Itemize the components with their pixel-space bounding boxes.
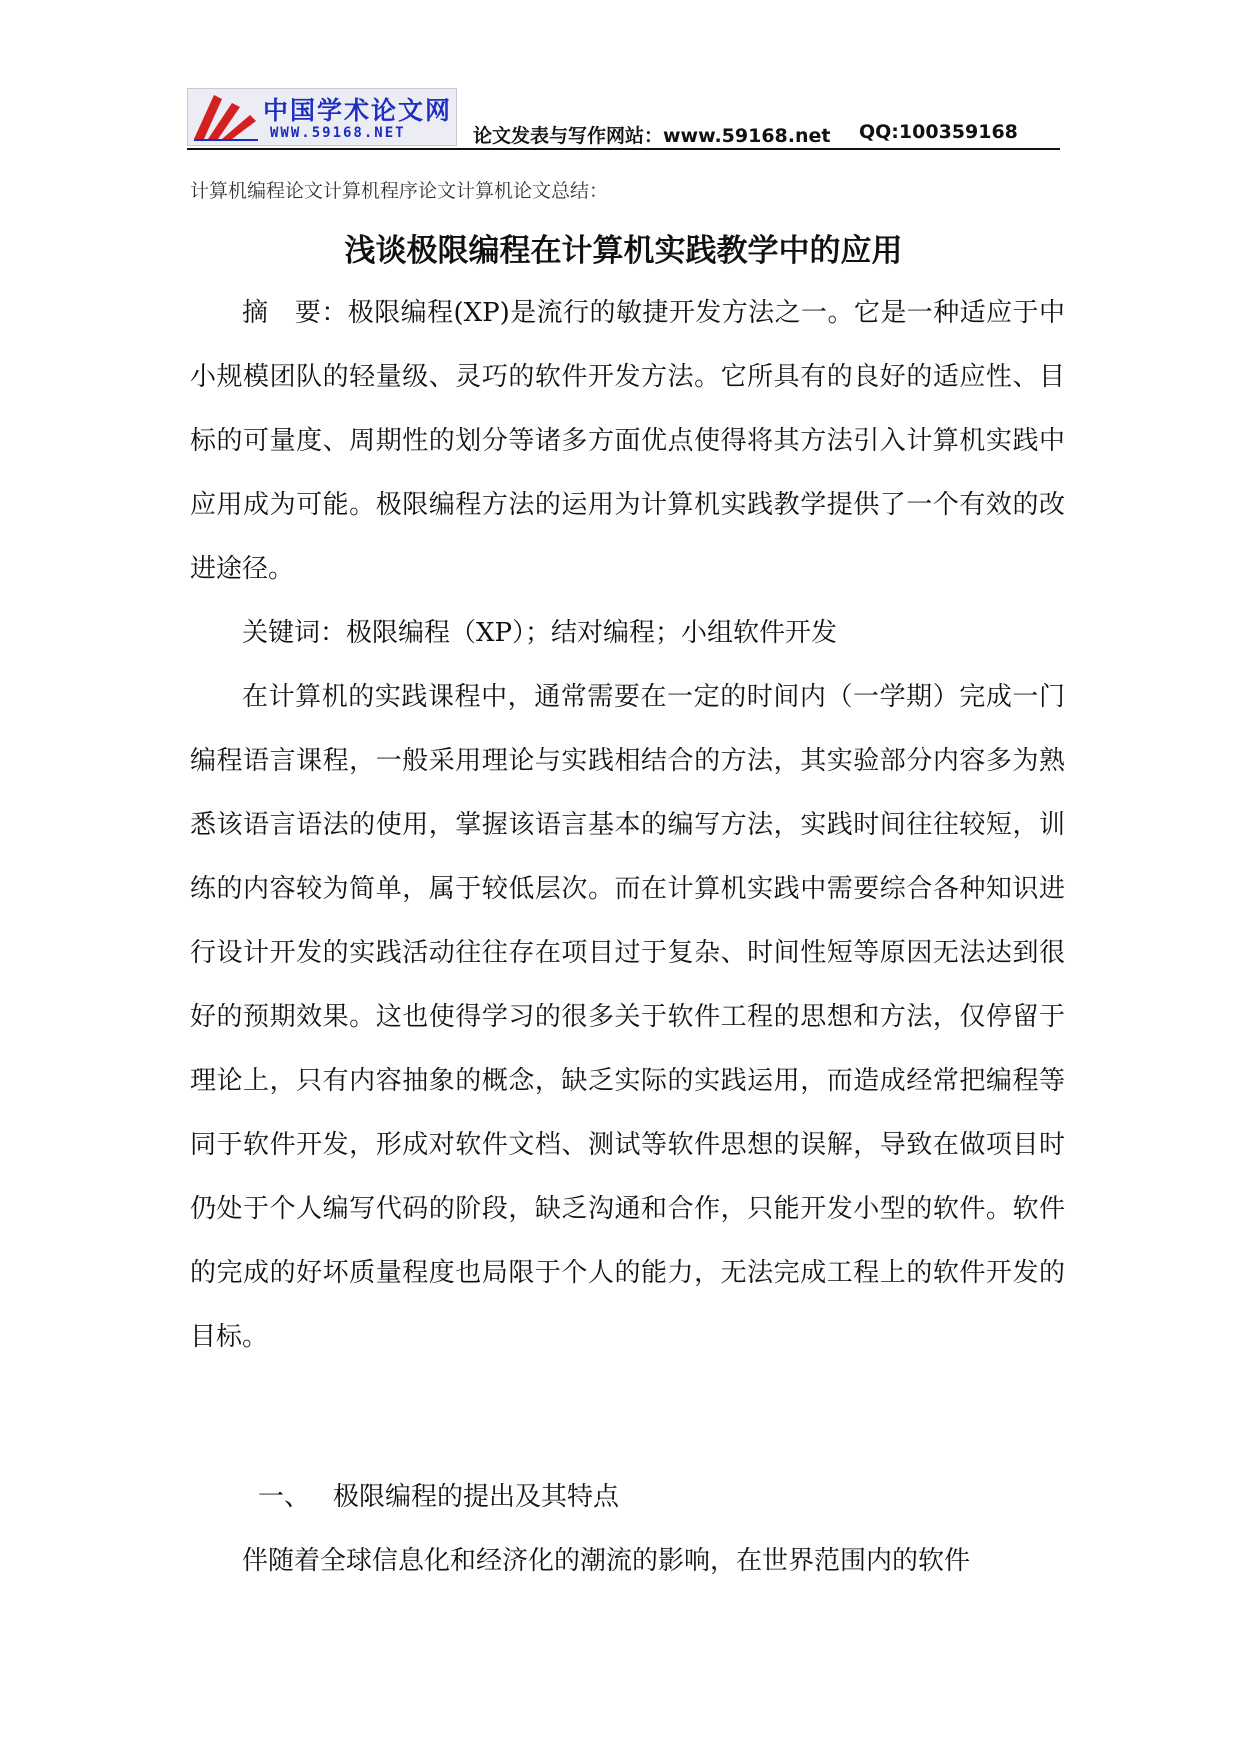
site-logo[interactable] xyxy=(187,88,457,146)
body-paragraph-2 xyxy=(190,1529,1065,1593)
logo-stripes-icon xyxy=(192,93,260,141)
section-heading-1 xyxy=(258,1465,619,1529)
paragraph-text: 在计算机的实践课程中，通常需要在一定的时间内（一学期）完成一门编程语言课程，一般采用理论与实践相结合的方法，其实验部分内容多为熟悉该语言语法的使用，掌握该语言基本的编写方法，实践时间往往较短，训练的内容较为简单，属于较低层次。而在计算机实践中需要综合各种知识进行设计开发的实践活动往往存在项目过于复杂、时间性短等原因无法达到很好的预期效果。这也使得学习的很多关于软件工程的思想和方法，仅停留于理论上，只有内容抽象的概念，缺乏实际的实践运用，而造成经常把编程等同于软件开发，形成对软件文档、测试等软件思想的误解，导致在做项目时仍处于个人编写代码的阶段，缺乏沟通和合作，只能开发小型的软件。软件的完成的好坏质量程度也局限于个人的能力，无法完成工程上的软件开发的目标。 xyxy=(190,682,1065,1352)
logo-url: WWW.59168.NET xyxy=(270,125,406,141)
category-line: 计算机编程论文计算机程序论文计算机论文总结： xyxy=(190,180,609,202)
header-divider xyxy=(187,148,1060,150)
abstract-text: 摘 要：极限编程(XP)是流行的敏捷开发方法之一。它是一种适应于中小规模团队的轻量级、灵巧的软件开发方法。它所具有的良好的适应性、目标的可量度、周期性的划分等诸多方面优点使得将其方法引入计算机实践中应用成为可能。极限编程方法的运用为计算机实践教学提供了一个有效的改进途径。 xyxy=(190,298,1065,584)
article-title: 浅谈极限编程在计算机实践教学中的应用 xyxy=(344,233,903,269)
section-title: 极限编程的提出及其特点 xyxy=(333,1482,620,1512)
site-info-link[interactable]: 论文发表与写作网站：www.59168.net xyxy=(473,125,831,147)
paragraph-text: 伴随着全球信息化和经济化的潮流的影响，在世界范围内的软件 xyxy=(242,1546,971,1576)
keywords xyxy=(190,601,1065,665)
logo-chinese-name: 中国学术论文网 xyxy=(263,96,453,125)
body-paragraph-1 xyxy=(190,665,1065,1369)
keywords-text: 关键词：极限编程（XP）；结对编程；小组软件开发 xyxy=(242,618,838,648)
page-header xyxy=(187,88,1060,150)
abstract xyxy=(190,281,1065,601)
section-number: 一、 xyxy=(258,1482,311,1512)
qq-contact: QQ:100359168 xyxy=(859,121,1018,143)
